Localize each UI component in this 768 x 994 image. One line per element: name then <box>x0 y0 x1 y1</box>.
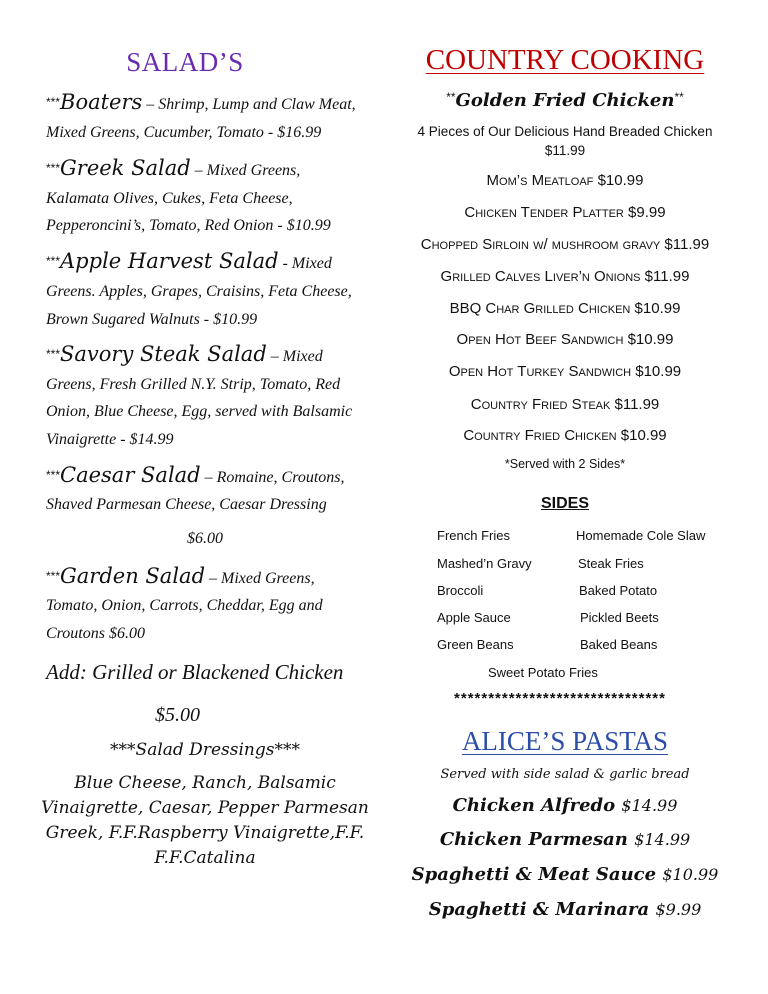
country-item: Country Fried Chicken $10.99 <box>463 427 667 444</box>
pasta-item <box>400 899 730 920</box>
dressings-line: Vinaigrette, Caesar, Pepper Parmesan <box>41 798 369 818</box>
country-item: Open Hot Beef Sandwich $10.99 <box>456 331 674 348</box>
pasta-price: $14.99 <box>634 830 691 849</box>
country-item: Grilled Calves Liver’n Onions $11.99 <box>440 268 690 285</box>
pasta-item <box>400 864 730 885</box>
feature-description: 4 Pieces of Our Delicious Hand Breaded Chicken <box>417 124 713 139</box>
pastas-heading: ALICE’S PASTAS <box>461 726 669 756</box>
salad-desc-line: Pepperoncini’s, Tomato, Red Onion - $10.99 <box>46 217 331 234</box>
salad-item-caesar <box>46 461 345 492</box>
side-item: Pickled Beets <box>580 610 659 625</box>
pasta-name: Chicken Alfredo <box>452 795 616 816</box>
country-item: Chopped Sirloin w/ mushroom gravy $11.99 <box>420 236 710 253</box>
side-item: Mashed’n Gravy <box>437 556 532 571</box>
salad-name: Boaters <box>60 90 143 114</box>
salad-item-boaters <box>46 88 356 119</box>
country-item: Mom’s Meatloaf $10.99 <box>486 172 644 189</box>
salad-name: Garden Salad <box>60 564 206 588</box>
side-item: Broccoli <box>437 583 484 598</box>
salad-item-apple-harvest <box>46 247 332 278</box>
stars: ** <box>674 90 684 104</box>
country-cooking-heading: COUNTRY COOKING <box>425 44 705 76</box>
salad-name: Savory Steak Salad <box>60 342 267 366</box>
stars: *** <box>46 347 61 361</box>
country-item: Chicken Tender Platter $9.99 <box>464 204 666 221</box>
pasta-price: $9.99 <box>655 900 702 919</box>
pasta-price: $14.99 <box>621 796 678 815</box>
pasta-name: Spaghetti & Marinara <box>428 899 650 920</box>
side-item: Baked Potato <box>579 583 658 598</box>
pasta-item <box>400 795 730 816</box>
stars: *** <box>46 254 61 268</box>
pasta-price: $10.99 <box>662 865 719 884</box>
served-note: *Served with 2 Sides* <box>504 457 626 471</box>
side-item: Homemade Cole Slaw <box>576 528 706 543</box>
stars: *** <box>46 569 61 583</box>
dressings-line: Blue Cheese, Ranch, Balsamic <box>74 773 336 793</box>
salad-item-garden <box>46 562 315 593</box>
salad-desc-line: Vinaigrette - $14.99 <box>46 431 174 448</box>
salad-desc-line: Onion, Blue Cheese, Egg, served with Balsamic <box>46 403 353 420</box>
salad-name: Greek Salad <box>60 156 191 180</box>
salad-desc: – Mixed Greens, <box>205 570 315 587</box>
stars: *** <box>46 468 61 482</box>
side-item: French Fries <box>437 528 510 543</box>
country-item: Country Fried Steak $11.99 <box>470 396 660 413</box>
feature-name: Golden Fried Chicken <box>455 90 675 111</box>
add-on-text: Add: Grilled or Blackened Chicken <box>46 660 344 684</box>
side-item: Apple Sauce <box>437 610 511 625</box>
salad-desc: – Mixed <box>266 348 323 365</box>
feature-price: $11.99 <box>544 143 586 158</box>
stars: *** <box>46 161 61 175</box>
stars: ** <box>446 90 456 104</box>
salad-desc: - Mixed <box>278 255 332 272</box>
salad-desc-line: Mixed Greens, Cucumber, Tomato - $16.99 <box>46 124 322 141</box>
pasta-name: Spaghetti & Meat Sauce <box>411 864 657 885</box>
salad-item-greek <box>46 154 300 185</box>
side-item: Baked Beans <box>580 637 658 652</box>
country-item: BBQ Char Grilled Chicken $10.99 <box>449 300 681 317</box>
salad-name: Caesar Salad <box>60 463 201 487</box>
side-item: Green Beans <box>437 637 514 652</box>
salad-name: Apple Harvest Salad <box>60 249 279 273</box>
salad-desc-line: Kalamata Olives, Cukes, Feta Cheese, <box>46 190 293 207</box>
salad-price: $6.00 <box>187 530 223 547</box>
salad-desc: – Mixed Greens, <box>190 162 301 179</box>
pasta-name: Chicken Parmesan <box>439 829 628 850</box>
salad-item-savory-steak <box>46 340 323 371</box>
salad-desc-line: Tomato, Onion, Carrots, Cheddar, Egg and <box>46 597 323 614</box>
salad-desc: – Romaine, Croutons, <box>200 469 345 486</box>
side-item: Steak Fries <box>578 556 644 571</box>
salad-desc-line: Brown Sugared Walnuts - $10.99 <box>46 311 258 328</box>
pastas-subtitle: Served with side salad & garlic bread <box>440 767 690 782</box>
salad-desc-line: Shaved Parmesan Cheese, Caesar Dressing <box>46 496 327 513</box>
salad-desc-line: Greens. Apples, Grapes, Craisins, Feta Cheese, <box>46 283 352 300</box>
salad-desc-line: Croutons $6.00 <box>46 625 145 642</box>
stars: *** <box>46 95 61 109</box>
sides-heading: SIDES <box>540 495 589 512</box>
pasta-item <box>400 829 730 850</box>
dressings-line: Greek, F.F.Raspberry Vinaigrette,F.F. <box>45 823 365 843</box>
salad-desc: – Shrimp, Lump and Claw Meat, <box>142 96 356 113</box>
feature-item <box>400 90 730 111</box>
salad-desc-line: Greens, Fresh Grilled N.Y. Strip, Tomato, Red <box>46 376 341 393</box>
side-item: Sweet Potato Fries <box>488 665 598 680</box>
divider-stars: ******************************* <box>454 690 666 707</box>
dressings-line: F.F.Catalina <box>154 848 256 868</box>
dressings-heading: ***Salad Dressings*** <box>110 740 300 760</box>
salads-heading: SALAD’S <box>126 47 244 77</box>
country-item: Open Hot Turkey Sandwich $10.99 <box>448 363 682 380</box>
add-on-price: $5.00 <box>155 704 200 726</box>
